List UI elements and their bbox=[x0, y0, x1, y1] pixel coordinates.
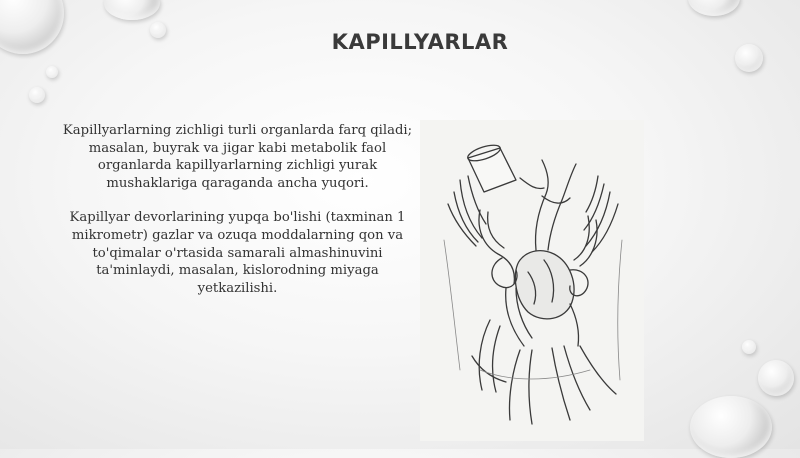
slide-body bbox=[55, 122, 420, 314]
vessel-drawing bbox=[420, 120, 644, 441]
water-drop-decoration bbox=[742, 340, 756, 354]
water-drop-decoration bbox=[29, 87, 45, 103]
water-drop-decoration bbox=[104, 0, 160, 20]
slide-title: KAPILLYARLAR bbox=[331, 30, 509, 54]
water-drop-decoration bbox=[758, 360, 794, 396]
paragraph-capillary-walls: Kapillyar devorlarining yupqa bo'lishi (taxminan 1 mikrometr) gazlar va ozuqa moddalarning qon va to'qimalar o'rtasida samarali almashinuvini ta'minlaydi, masalan, kislorodning miyaga yetkazilishi. bbox=[69, 210, 406, 296]
paragraph-capillary-density: Kapillyarlarning zichligi turli organlarda farq qiladi; masalan, buyrak va jigar kabi metabolik faol organlarda kapillyarlarning zichligi yurak mushaklariga qaraganda ancha yuqori. bbox=[62, 123, 413, 191]
water-drop-decoration bbox=[46, 66, 58, 78]
water-drop-decoration bbox=[688, 0, 740, 16]
vessel-illustration bbox=[420, 120, 644, 441]
water-drop-decoration bbox=[735, 44, 763, 72]
water-drop-decoration bbox=[0, 0, 64, 54]
water-drop-decoration bbox=[150, 22, 166, 38]
